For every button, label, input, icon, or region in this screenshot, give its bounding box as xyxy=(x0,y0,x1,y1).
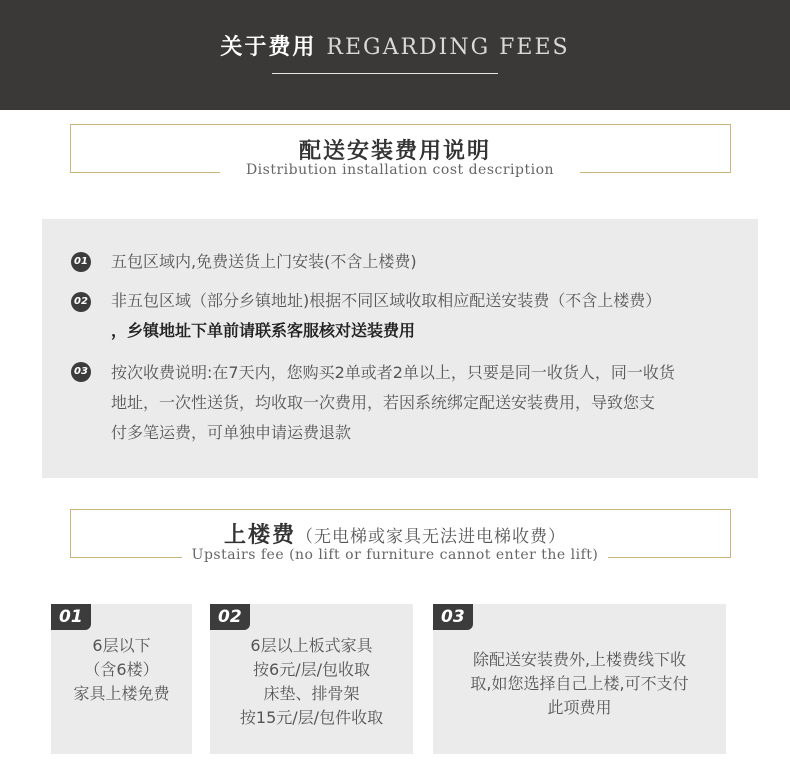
card-tag-01: 01 xyxy=(51,604,91,630)
card-text xyxy=(51,634,192,706)
distribution-item-02 xyxy=(111,286,746,346)
item-badge-01: 01 xyxy=(71,252,91,272)
upstairs-card-02 xyxy=(210,604,413,754)
card-line: 除配送安装费外,上楼费线下收 xyxy=(472,650,687,669)
item-line: 付多笔运费，可单独申请运费退款 xyxy=(111,423,352,442)
card-line: 此项费用 xyxy=(547,698,612,717)
banner-title-en: REGARDING FEES xyxy=(326,35,570,60)
card-line: （含6楼） xyxy=(84,660,159,679)
item-line-strong: ，乡镇地址下单前请联系客服核对送装费用 xyxy=(111,321,416,340)
distribution-subtitle: Distribution installation cost description xyxy=(245,162,555,178)
card-text xyxy=(433,648,726,720)
upstairs-title-main: 上楼费 xyxy=(223,523,296,548)
card-line: 6层以下 xyxy=(92,636,151,655)
banner-divider xyxy=(272,73,498,74)
frame-line-left xyxy=(70,172,220,173)
upstairs-card-03 xyxy=(433,604,726,754)
card-line: 按6元/层/包收取 xyxy=(253,660,370,679)
upstairs-title-note: （无电梯或家具无法进电梯收费） xyxy=(296,527,566,547)
distribution-title: 配送安装费用说明 xyxy=(298,139,491,164)
item-line: 按次收费说明:在7天内，您购买2单或者2单以上，只要是同一收货人，同一收货 xyxy=(111,363,675,382)
card-text xyxy=(210,634,413,730)
card-line: 取,如您选择自己上楼,可不支付 xyxy=(470,674,689,693)
card-tag-03: 03 xyxy=(433,604,473,630)
frame-line-right xyxy=(608,557,731,558)
card-line: 6层以上板式家具 xyxy=(250,636,373,655)
banner-title xyxy=(0,30,790,61)
card-line: 按15元/层/包件收取 xyxy=(239,708,384,727)
item-badge-03: 03 xyxy=(71,362,91,382)
banner-title-cn: 关于费用 xyxy=(220,35,317,60)
card-line: 床垫、排骨架 xyxy=(263,684,360,703)
upstairs-title xyxy=(0,518,790,549)
frame-line-right xyxy=(580,172,731,173)
item-line: 非五包区域（部分乡镇地址)根据不同区域收取相应配送安装费（不含上楼费） xyxy=(111,291,662,310)
upstairs-subtitle: Upstairs fee (no lift or furniture cannot enter the lift) xyxy=(191,547,599,563)
card-tag-02: 02 xyxy=(210,604,250,630)
item-line: 地址，一次性送货，均收取一次费用，若因系统绑定配送安装费用，导致您支 xyxy=(111,393,656,412)
distribution-item-03 xyxy=(111,358,746,448)
frame-line-left xyxy=(70,557,182,558)
distribution-item-01 xyxy=(111,247,746,277)
item-badge-02: 02 xyxy=(71,292,91,312)
card-line: 家具上楼免费 xyxy=(73,684,170,703)
header-banner xyxy=(0,0,790,110)
item-line: 五包区域内,免费送货上门安装(不含上楼费) xyxy=(111,252,417,271)
upstairs-card-01 xyxy=(51,604,192,754)
